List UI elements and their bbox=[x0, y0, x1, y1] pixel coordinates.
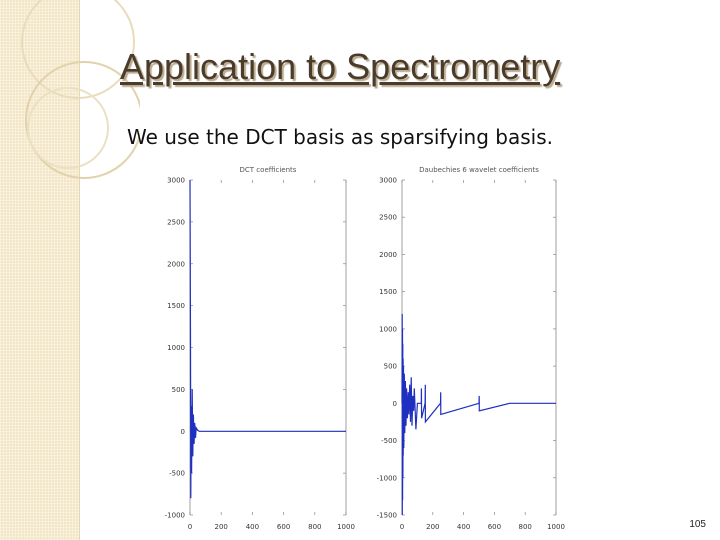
dct-ytick-label: -500 bbox=[169, 469, 185, 478]
wavelet-xtick-label: 0 bbox=[399, 523, 405, 531]
wavelet-ytick-label: 1000 bbox=[379, 325, 397, 334]
wavelet-ytick-label: 2000 bbox=[379, 250, 397, 259]
dct-xtick-label: 600 bbox=[276, 523, 291, 531]
dct-xtick-label: 200 bbox=[214, 523, 228, 531]
page-number: 105 bbox=[689, 519, 706, 530]
dct-ytick-label: -1000 bbox=[164, 511, 185, 520]
wavelet-xtick-label: 200 bbox=[426, 523, 440, 531]
dct-xtick-label: 0 bbox=[187, 523, 193, 531]
dct-ytick-label: 0 bbox=[180, 427, 185, 436]
wavelet-ytick-label: -1500 bbox=[376, 511, 397, 520]
dct-xtick-label: 800 bbox=[308, 523, 322, 531]
wavelet-series-line-0 bbox=[402, 314, 556, 515]
dct-title: DCT coefficients bbox=[239, 166, 297, 174]
wavelet-ytick-label: -1000 bbox=[376, 474, 397, 483]
wavelet-ytick-label: 0 bbox=[392, 399, 397, 408]
wavelet-ytick-label: 500 bbox=[383, 362, 397, 371]
wavelet-xtick-label: 600 bbox=[487, 523, 502, 531]
wavelet-ytick-label: -500 bbox=[381, 437, 397, 446]
wavelet-ytick-label: 1500 bbox=[379, 288, 397, 297]
dct-ytick-label: 1000 bbox=[167, 344, 185, 352]
dct-ytick-label: 3000 bbox=[167, 176, 185, 185]
wavelet-xtick-label: 1000 bbox=[547, 523, 565, 531]
wavelet-ytick-label: 2500 bbox=[379, 213, 397, 222]
wavelet-xtick-label: 800 bbox=[518, 523, 532, 531]
dct-xtick-label: 1000 bbox=[337, 523, 355, 531]
wavelet-xtick-label: 400 bbox=[456, 523, 471, 531]
slide-title: Application to Spectrometry bbox=[120, 46, 561, 87]
dct-ytick-label: 2000 bbox=[167, 260, 185, 269]
dct-ytick-label: 500 bbox=[171, 385, 185, 394]
slide-subtitle: We use the DCT basis as sparsifying basis. bbox=[127, 125, 553, 149]
dct-xtick-label: 400 bbox=[245, 523, 260, 531]
dct-ytick-label: 2500 bbox=[167, 218, 185, 227]
wavelet-title: Daubechies 6 wavelet coefficients bbox=[419, 166, 539, 174]
wavelet-ytick-label: 3000 bbox=[379, 176, 397, 185]
dct-ytick-label: 1500 bbox=[167, 302, 185, 311]
